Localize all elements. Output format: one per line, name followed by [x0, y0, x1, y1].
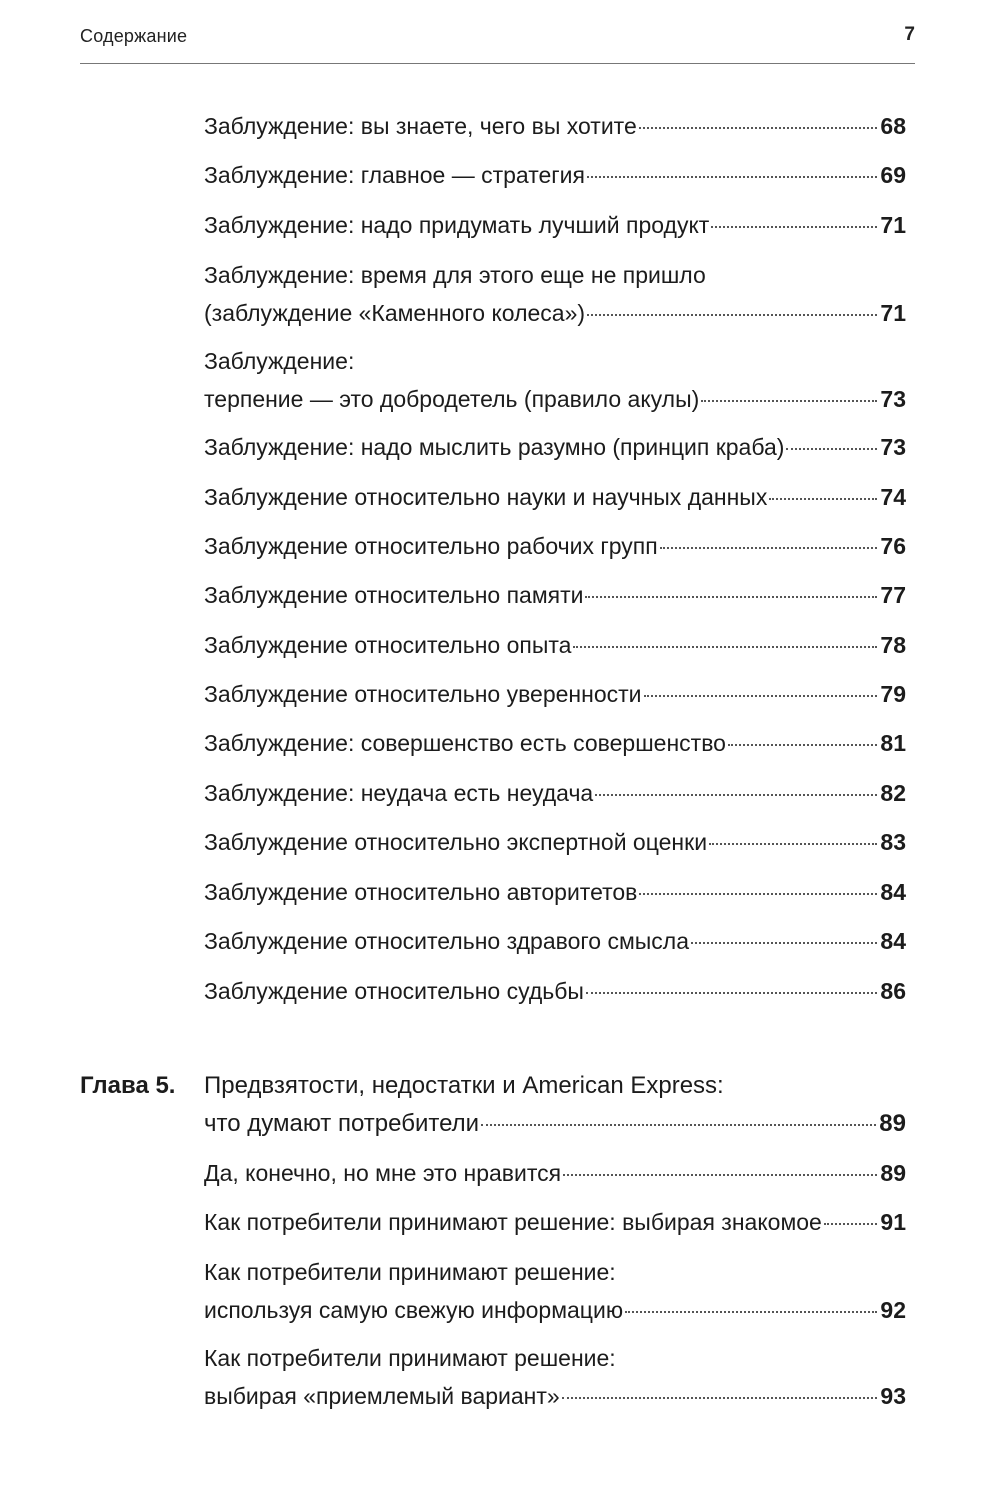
dot-leader — [639, 127, 877, 129]
dot-leader — [587, 314, 877, 316]
toc-entry[interactable] — [204, 873, 906, 911]
header-rule — [80, 63, 915, 64]
toc-entry[interactable] — [204, 527, 906, 565]
toc-entry-title-line: Заблуждение относительно памяти — [204, 582, 584, 608]
toc-page-number: 84 — [880, 879, 906, 905]
toc-entry[interactable] — [204, 774, 906, 812]
toc-entry[interactable] — [204, 1339, 906, 1415]
toc-entry[interactable] — [204, 107, 906, 145]
toc-entry-title-line: Как потребители принимают решение: выбирая знакомое — [204, 1209, 822, 1235]
toc-entry-line — [204, 1203, 906, 1241]
toc-entry-line — [204, 576, 906, 614]
chapter-title-entry[interactable] — [204, 1067, 906, 1143]
chapter-label: Глава 5. — [80, 1072, 176, 1099]
toc-entry-line — [204, 294, 906, 332]
toc-entry-title-line: Заблуждение относительно науки и научных данных — [204, 484, 768, 510]
toc-entry-title-line: выбирая «приемлемый вариант» — [204, 1383, 560, 1409]
page-header — [80, 22, 915, 50]
toc-entry-line — [204, 1105, 906, 1143]
dot-leader — [711, 226, 877, 228]
toc-entry[interactable] — [204, 626, 906, 664]
toc-page-number: 89 — [879, 1110, 906, 1137]
toc-entry[interactable] — [204, 428, 906, 466]
toc-entry-title-line: Заблуждение относительно судьбы — [204, 978, 584, 1004]
toc-entry-line — [204, 922, 906, 960]
toc-page-number: 73 — [880, 386, 906, 412]
toc-entry-line — [204, 873, 906, 911]
toc-page-number: 69 — [880, 162, 906, 188]
toc-page-number: 86 — [880, 978, 906, 1004]
toc-entry-title-line: Предвзятости, недостатки и American Express: — [204, 1072, 724, 1099]
toc-page-number: 76 — [880, 533, 906, 559]
toc-entry-title-line: (заблуждение «Каменного колеса») — [204, 300, 586, 326]
toc-entry-line — [204, 206, 906, 244]
toc-entry-line — [204, 107, 906, 145]
dot-leader — [728, 744, 877, 746]
toc-page-number: 92 — [880, 1297, 906, 1323]
toc-entry-title-line: Заблуждение: надо придумать лучший продукт — [204, 212, 710, 238]
toc-entry-title-line: Заблуждение: совершенство есть совершенство — [204, 730, 726, 756]
toc-entry-title-line: Заблуждение: — [204, 348, 355, 374]
toc-entry[interactable] — [204, 724, 906, 762]
toc-page-number: 71 — [880, 212, 906, 238]
toc-entry[interactable] — [204, 206, 906, 244]
toc-entry-line — [204, 527, 906, 565]
toc-page-number: 78 — [880, 632, 906, 658]
page-number: 7 — [904, 24, 915, 45]
toc-entry-title-line: Да, конечно, но мне это нравится — [204, 1160, 562, 1186]
toc-page-number: 68 — [880, 113, 906, 139]
toc-entry-title-line: Заблуждение: неудача есть неудача — [204, 780, 594, 806]
toc-entry[interactable] — [204, 256, 906, 332]
toc-page-number: 74 — [880, 484, 906, 510]
toc-page-number: 89 — [880, 1160, 906, 1186]
dot-leader — [644, 695, 878, 697]
dot-leader — [563, 1174, 877, 1176]
toc-entry[interactable] — [204, 823, 906, 861]
dot-leader — [562, 1397, 877, 1399]
toc-page-number: 77 — [880, 582, 906, 608]
toc-entry-title-line: терпение — это добродетель (правило акулы) — [204, 386, 700, 412]
toc-entry[interactable] — [204, 576, 906, 614]
toc-entry[interactable] — [204, 675, 906, 713]
toc-entry-title-line: Заблуждение относительно рабочих групп — [204, 533, 658, 559]
toc-entry[interactable] — [204, 972, 906, 1010]
dot-leader — [660, 547, 877, 549]
dot-leader — [701, 400, 877, 402]
toc-entry-title-line: Заблуждение: вы знаете, чего вы хотите — [204, 113, 637, 139]
toc-entry-line — [204, 774, 906, 812]
dot-leader — [769, 498, 877, 500]
toc-entry-line — [204, 626, 906, 664]
toc-entry-title-line: Заблуждение: надо мыслить разумно (принцип краба) — [204, 434, 785, 460]
dot-leader — [824, 1223, 877, 1225]
toc-entry-line — [204, 156, 906, 194]
toc-page-number: 93 — [880, 1383, 906, 1409]
toc-entry-title-line: Заблуждение относительно авторитетов — [204, 879, 638, 905]
toc-entry-title-line: Заблуждение относительно уверенности — [204, 681, 642, 707]
toc-entry-line — [204, 1377, 906, 1415]
toc-entry[interactable] — [204, 1203, 906, 1241]
dot-leader — [586, 992, 877, 994]
dot-leader — [625, 1311, 877, 1313]
toc-entry[interactable] — [204, 342, 906, 418]
toc-entry-line — [204, 1291, 906, 1329]
toc-entry-line — [204, 380, 906, 418]
toc-entry-line — [204, 823, 906, 861]
dot-leader — [585, 596, 877, 598]
toc-entry-line — [204, 724, 906, 762]
toc-entry-title-line: Как потребители принимают решение: — [204, 1345, 616, 1371]
toc-page-number: 73 — [880, 434, 906, 460]
toc-page-number: 71 — [880, 300, 906, 326]
toc-entry-line — [204, 428, 906, 466]
toc-page-number: 81 — [880, 730, 906, 756]
toc-page-number: 84 — [880, 928, 906, 954]
toc-entry-title-line: что думают потребители — [204, 1110, 480, 1137]
toc-entry[interactable] — [204, 478, 906, 516]
toc-page-number: 91 — [880, 1209, 906, 1235]
toc-entry-title-line: используя самую свежую информацию — [204, 1297, 624, 1323]
dot-leader — [587, 176, 877, 178]
running-title: Содержание — [80, 26, 188, 46]
toc-entry-title-line: Заблуждение относительно здравого смысла — [204, 928, 689, 954]
dot-leader — [595, 794, 877, 796]
toc-entry[interactable] — [204, 922, 906, 960]
toc-entry-title-line: Заблуждение: время для этого еще не пришло — [204, 262, 706, 288]
dot-leader — [691, 942, 877, 944]
toc-entry-title-line: Заблуждение относительно экспертной оценки — [204, 829, 708, 855]
toc-entry-line — [204, 675, 906, 713]
toc-entry[interactable] — [204, 1154, 906, 1192]
toc-page-number: 83 — [880, 829, 906, 855]
toc-page-number: 79 — [880, 681, 906, 707]
toc-entry-title-line: Заблуждение относительно опыта — [204, 632, 572, 658]
toc-entry[interactable] — [204, 1253, 906, 1329]
toc-entry-line — [204, 972, 906, 1010]
dot-leader — [709, 843, 877, 845]
dot-leader — [573, 646, 877, 648]
toc-entry-title-line: Заблуждение: главное — стратегия — [204, 162, 585, 188]
toc-entry-title-line: Как потребители принимают решение: — [204, 1259, 616, 1285]
toc-entry-line — [204, 1154, 906, 1192]
dot-leader — [786, 448, 877, 450]
toc-entry[interactable] — [204, 156, 906, 194]
dot-leader — [481, 1124, 876, 1126]
dot-leader — [639, 893, 877, 895]
toc-page-number: 82 — [880, 780, 906, 806]
toc-entry-line — [204, 478, 906, 516]
